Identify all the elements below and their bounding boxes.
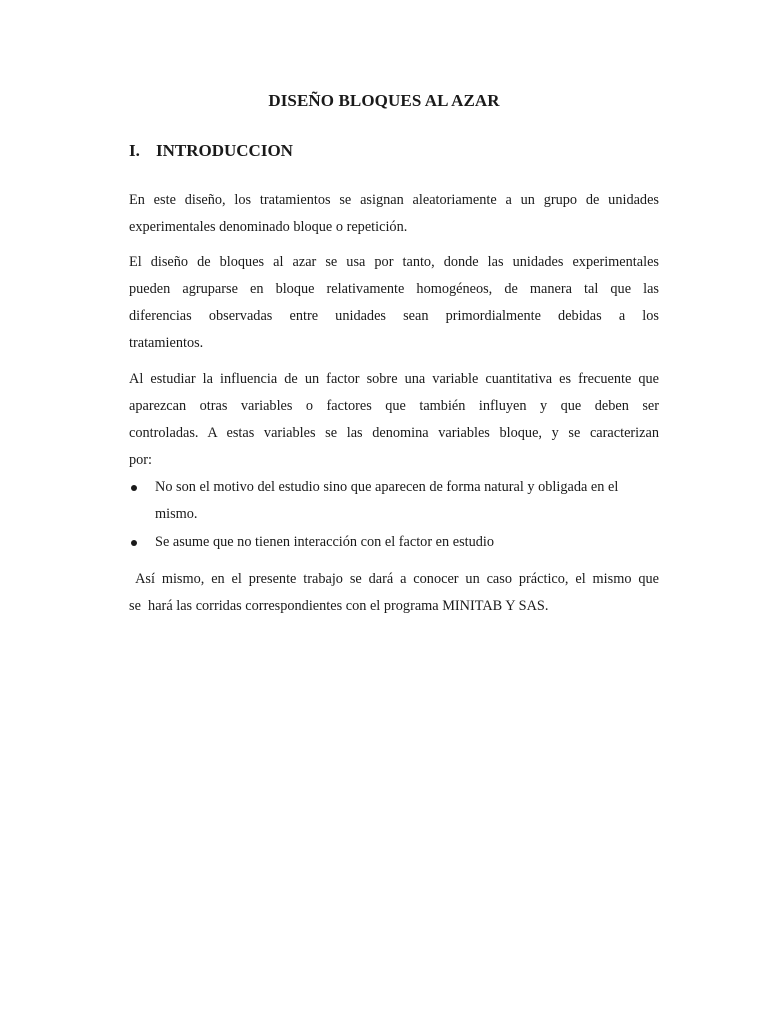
paragraph-4: [129, 566, 659, 620]
bullet-line: No son el motivo del estudio sino que aparecen de forma natural y obligada en el: [155, 479, 619, 495]
bullet-item: [129, 474, 659, 528]
bullet-icon: [131, 540, 137, 546]
section-heading-text: INTRODUCCION: [156, 141, 293, 160]
paragraph-line: controladas. A estas variables se las denomina variables bloque, y se caracterizan: [129, 425, 659, 441]
paragraph-line: por:: [129, 452, 153, 468]
paragraph-line: Así mismo, en el presente trabajo se dará a conocer un caso práctico, el mismo que: [129, 571, 659, 587]
paragraph-line: diferencias observadas entre unidades sean primordialmente debidas a los: [129, 308, 659, 324]
paragraph-line: Al estudiar la influencia de un factor sobre una variable cuantitativa es frecuente que: [129, 371, 659, 387]
paragraph-line: pueden agruparse en bloque relativamente homogéneos, de manera tal que las: [129, 281, 659, 297]
paragraph-line: El diseño de bloques al azar se usa por tanto, donde las unidades experimentales: [129, 254, 659, 270]
paragraph-3: [129, 366, 659, 474]
document-title: DISEÑO BLOQUES AL AZAR: [268, 91, 500, 110]
paragraph-line: En este diseño, los tratamientos se asignan aleatoriamente a un grupo de unidades: [129, 192, 659, 208]
bullet-line: Se asume que no tienen interacción con el factor en estudio: [155, 534, 495, 550]
section-number: I.: [129, 141, 140, 160]
bullet-line: mismo.: [155, 506, 198, 522]
section-heading: [129, 141, 293, 161]
bullet-icon: [131, 485, 137, 491]
paragraph-line: experimentales denominado bloque o repetición.: [129, 219, 408, 235]
paragraph-2: [129, 249, 659, 357]
bullet-list: [129, 474, 659, 557]
paragraph-line: tratamientos.: [129, 335, 204, 351]
paragraph-line: aparezcan otras variables o factores que también influyen y que deben ser: [129, 398, 659, 414]
paragraph-1: [129, 187, 659, 241]
bullet-item: [129, 529, 659, 556]
paragraph-line: se hará las corridas correspondientes con el programa MINITAB Y SAS.: [129, 598, 549, 614]
